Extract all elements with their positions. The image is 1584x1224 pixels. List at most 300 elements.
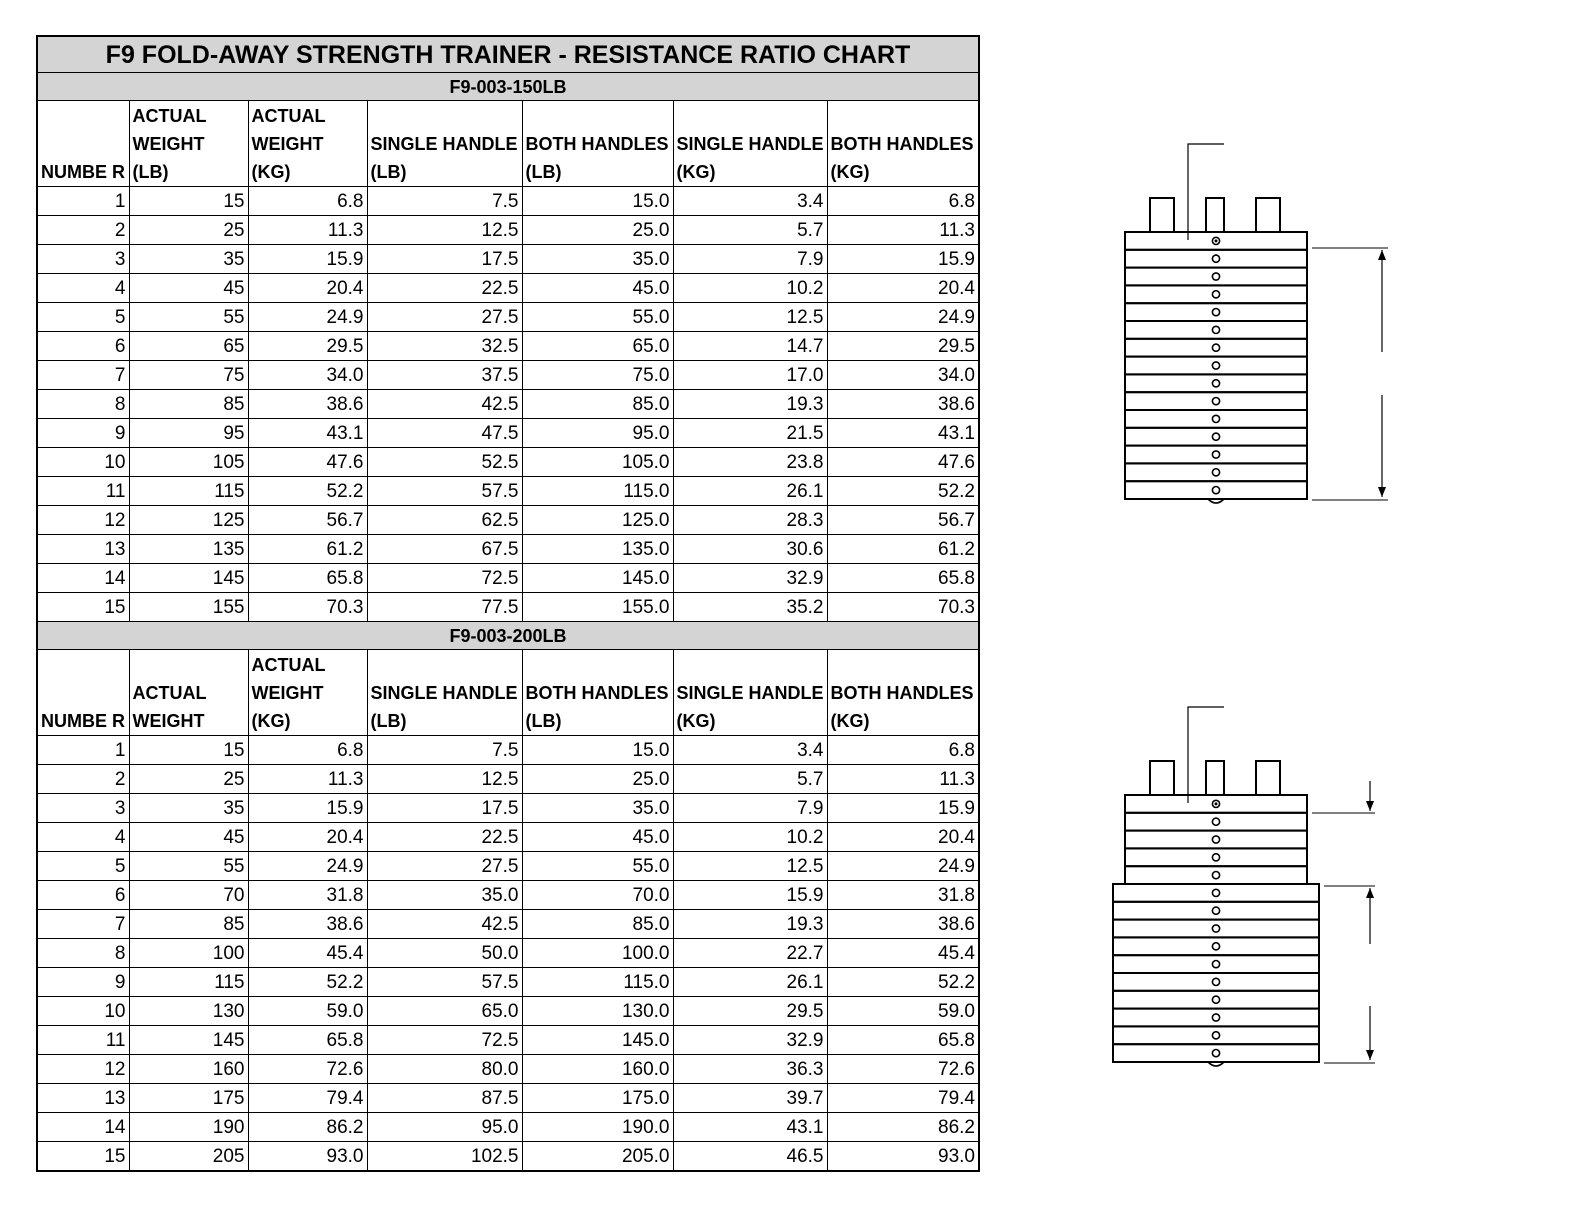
guide-rod: [1206, 198, 1224, 232]
table-cell: 85: [129, 910, 248, 939]
pin-hole: [1212, 889, 1219, 896]
table-cell: 42.5: [367, 910, 522, 939]
model-row: [37, 622, 979, 650]
table-cell: 5: [37, 303, 129, 332]
pin-hole: [1212, 326, 1219, 333]
table-cell: 70.0: [522, 881, 673, 910]
table-cell: 15: [129, 736, 248, 765]
table-cell: 47.6: [248, 448, 367, 477]
table-cell: 38.6: [248, 910, 367, 939]
table-cell: 125.0: [522, 506, 673, 535]
table-cell: 38.6: [827, 910, 979, 939]
table-cell: 57.5: [367, 477, 522, 506]
table-cell: 87.5: [367, 1084, 522, 1113]
table-cell: 130.0: [522, 997, 673, 1026]
table-cell: 26.1: [673, 477, 827, 506]
guide-rod: [1150, 198, 1174, 232]
table-cell: 130: [129, 997, 248, 1026]
table-cell: 95: [129, 419, 248, 448]
table-cell: 11.3: [248, 765, 367, 794]
table-cell: 3.4: [673, 187, 827, 216]
table-cell: 67.5: [367, 535, 522, 564]
table-cell: 55: [129, 852, 248, 881]
table-cell: 2: [37, 765, 129, 794]
table-cell: 6.8: [827, 187, 979, 216]
table-cell: 145: [129, 1026, 248, 1055]
column-header: SINGLE HANDLE (LB): [367, 101, 522, 187]
table-cell: 190: [129, 1113, 248, 1142]
table-cell: 50.0: [367, 939, 522, 968]
chart-title: F9 FOLD-AWAY STRENGTH TRAINER - RESISTANCE RATIO CHART: [37, 36, 979, 73]
table-row: [37, 274, 979, 303]
table-cell: 20.4: [248, 274, 367, 303]
table-cell: 85: [129, 390, 248, 419]
table-cell: 86.2: [827, 1113, 979, 1142]
table-cell: 55: [129, 303, 248, 332]
table-cell: 56.7: [248, 506, 367, 535]
table-cell: 26.1: [673, 968, 827, 997]
table-cell: 70: [129, 881, 248, 910]
table-row: [37, 477, 979, 506]
table-cell: 10.2: [673, 823, 827, 852]
table-cell: 55.0: [522, 303, 673, 332]
guide-rod: [1150, 761, 1174, 795]
table-cell: 52.2: [248, 477, 367, 506]
table-row: [37, 794, 979, 823]
table-cell: 80.0: [367, 1055, 522, 1084]
table-row: [37, 736, 979, 765]
table-cell: 13: [37, 535, 129, 564]
table-cell: 65.8: [827, 564, 979, 593]
table-cell: 43.1: [827, 419, 979, 448]
table-cell: 24.9: [827, 303, 979, 332]
table-cell: 9: [37, 419, 129, 448]
table-cell: 12.5: [673, 303, 827, 332]
pin-hole: [1212, 836, 1219, 843]
table-cell: 24.9: [827, 852, 979, 881]
table-cell: 17.5: [367, 245, 522, 274]
table-cell: 15.9: [248, 794, 367, 823]
table-cell: 85.0: [522, 910, 673, 939]
table-cell: 15: [129, 187, 248, 216]
table-cell: 72.6: [248, 1055, 367, 1084]
weight-stack-200lb-diagram: [1100, 703, 1420, 1083]
table-cell: 38.6: [827, 390, 979, 419]
table-cell: 45.4: [827, 939, 979, 968]
pin-hole: [1212, 433, 1219, 440]
table-cell: 205.0: [522, 1142, 673, 1172]
pin-hole: [1212, 961, 1219, 968]
table-cell: 7: [37, 361, 129, 390]
pin-hole: [1212, 818, 1219, 825]
table-cell: 8: [37, 390, 129, 419]
pin-hole: [1212, 309, 1219, 316]
column-header: SINGLE HANDLE (KG): [673, 101, 827, 187]
table-cell: 7.5: [367, 187, 522, 216]
column-header-row: [37, 101, 979, 187]
pin-hole: [1212, 978, 1219, 985]
table-row: [37, 1142, 979, 1172]
selector-pin-dot: [1215, 239, 1218, 242]
dimension-arrowhead: [1378, 250, 1386, 260]
table-cell: 9: [37, 968, 129, 997]
model-name: F9-003-150LB: [37, 73, 979, 101]
table-cell: 205: [129, 1142, 248, 1172]
column-header: BOTH HANDLES (KG): [827, 650, 979, 736]
table-cell: 75.0: [522, 361, 673, 390]
table-row: [37, 881, 979, 910]
table-cell: 15.9: [248, 245, 367, 274]
column-header: NUMBE R: [37, 650, 129, 736]
table-cell: 8: [37, 939, 129, 968]
pin-hole: [1212, 1050, 1219, 1057]
table-row: [37, 1026, 979, 1055]
table-row: [37, 535, 979, 564]
table-cell: 52.2: [248, 968, 367, 997]
table-row: [37, 1113, 979, 1142]
table-cell: 20.4: [827, 823, 979, 852]
table-cell: 35.2: [673, 593, 827, 622]
table-cell: 31.8: [248, 881, 367, 910]
table-cell: 160: [129, 1055, 248, 1084]
table-row: [37, 448, 979, 477]
table-cell: 6.8: [827, 736, 979, 765]
table-cell: 15: [37, 593, 129, 622]
selector-pin-dot: [1215, 802, 1218, 805]
table-cell: 12: [37, 506, 129, 535]
pin-hole: [1212, 854, 1219, 861]
table-cell: 57.5: [367, 968, 522, 997]
table-cell: 72.5: [367, 1026, 522, 1055]
table-cell: 12.5: [367, 765, 522, 794]
table-cell: 6: [37, 332, 129, 361]
table-cell: 22.5: [367, 823, 522, 852]
table-cell: 145: [129, 564, 248, 593]
table-cell: 24.9: [248, 303, 367, 332]
table-cell: 32.5: [367, 332, 522, 361]
table-cell: 85.0: [522, 390, 673, 419]
table-row: [37, 361, 979, 390]
table-cell: 115.0: [522, 477, 673, 506]
table-cell: 11.3: [827, 765, 979, 794]
table-row: [37, 1084, 979, 1113]
table-cell: 5: [37, 852, 129, 881]
table-cell: 145.0: [522, 1026, 673, 1055]
column-header: ACTUAL WEIGHT: [129, 650, 248, 736]
table-cell: 175: [129, 1084, 248, 1113]
pin-hole: [1212, 398, 1219, 405]
table-cell: 93.0: [827, 1142, 979, 1172]
table-cell: 105: [129, 448, 248, 477]
table-cell: 36.3: [673, 1055, 827, 1084]
table-cell: 25: [129, 216, 248, 245]
table-cell: 62.5: [367, 506, 522, 535]
table-row: [37, 823, 979, 852]
table-cell: 46.5: [673, 1142, 827, 1172]
table-cell: 37.5: [367, 361, 522, 390]
table-cell: 25.0: [522, 216, 673, 245]
table-cell: 100: [129, 939, 248, 968]
table-cell: 29.5: [673, 997, 827, 1026]
table-cell: 20.4: [827, 274, 979, 303]
table-cell: 175.0: [522, 1084, 673, 1113]
table-cell: 20.4: [248, 823, 367, 852]
table-cell: 27.5: [367, 303, 522, 332]
table-row: [37, 390, 979, 419]
table-cell: 17.5: [367, 794, 522, 823]
table-cell: 22.5: [367, 274, 522, 303]
pin-hole: [1212, 415, 1219, 422]
table-cell: 72.5: [367, 564, 522, 593]
column-header-row: [37, 650, 979, 736]
table-cell: 15.9: [827, 794, 979, 823]
guide-rod: [1206, 761, 1224, 795]
table-cell: 56.7: [827, 506, 979, 535]
table-cell: 95.0: [367, 1113, 522, 1142]
table-cell: 4: [37, 274, 129, 303]
resistance-ratio-table: [36, 35, 980, 1172]
table-cell: 11.3: [827, 216, 979, 245]
pin-hole: [1212, 255, 1219, 262]
table-cell: 155.0: [522, 593, 673, 622]
table-cell: 35.0: [522, 794, 673, 823]
table-row: [37, 939, 979, 968]
column-header: BOTH HANDLES (LB): [522, 101, 673, 187]
table-cell: 55.0: [522, 852, 673, 881]
table-cell: 38.6: [248, 390, 367, 419]
table-cell: 52.2: [827, 477, 979, 506]
table-cell: 75: [129, 361, 248, 390]
pin-hole: [1212, 1032, 1219, 1039]
table-cell: 32.9: [673, 564, 827, 593]
table-cell: 31.8: [827, 881, 979, 910]
table-cell: 7.9: [673, 245, 827, 274]
table-cell: 5.7: [673, 765, 827, 794]
table-cell: 115: [129, 477, 248, 506]
column-header: BOTH HANDLES (KG): [827, 101, 979, 187]
table-cell: 93.0: [248, 1142, 367, 1172]
table-cell: 12: [37, 1055, 129, 1084]
pin-hole: [1212, 907, 1219, 914]
table-cell: 19.3: [673, 390, 827, 419]
model-row: [37, 73, 979, 101]
pin-hole: [1212, 943, 1219, 950]
table-cell: 65.8: [248, 1026, 367, 1055]
table-row: [37, 187, 979, 216]
table-cell: 21.5: [673, 419, 827, 448]
table-cell: 15.0: [522, 736, 673, 765]
table-cell: 72.6: [827, 1055, 979, 1084]
table-cell: 24.9: [248, 852, 367, 881]
table-cell: 45.4: [248, 939, 367, 968]
table-cell: 65: [129, 332, 248, 361]
table-cell: 4: [37, 823, 129, 852]
table-cell: 14.7: [673, 332, 827, 361]
table-cell: 155: [129, 593, 248, 622]
table-row: [37, 506, 979, 535]
table-cell: 22.7: [673, 939, 827, 968]
table-cell: 70.3: [827, 593, 979, 622]
pin-hole: [1212, 487, 1219, 494]
table-cell: 17.0: [673, 361, 827, 390]
table-cell: 1: [37, 736, 129, 765]
pin-hole: [1212, 451, 1219, 458]
pin-hole: [1212, 925, 1219, 932]
dimension-arrowhead: [1378, 487, 1386, 497]
table-cell: 35.0: [522, 245, 673, 274]
table-cell: 35: [129, 794, 248, 823]
table-cell: 7.9: [673, 794, 827, 823]
table-cell: 79.4: [827, 1084, 979, 1113]
table-row: [37, 593, 979, 622]
table-cell: 11.3: [248, 216, 367, 245]
table-cell: 190.0: [522, 1113, 673, 1142]
table-cell: 14: [37, 564, 129, 593]
table-cell: 15.9: [673, 881, 827, 910]
table-cell: 100.0: [522, 939, 673, 968]
table-cell: 23.8: [673, 448, 827, 477]
table-cell: 28.3: [673, 506, 827, 535]
table-cell: 125: [129, 506, 248, 535]
table-cell: 45: [129, 823, 248, 852]
guide-rod: [1256, 198, 1280, 232]
table-row: [37, 1055, 979, 1084]
table-cell: 15: [37, 1142, 129, 1172]
table-cell: 115.0: [522, 968, 673, 997]
table-row: [37, 997, 979, 1026]
table-cell: 12.5: [367, 216, 522, 245]
column-header: BOTH HANDLES (LB): [522, 650, 673, 736]
table-cell: 135.0: [522, 535, 673, 564]
table-cell: 10: [37, 997, 129, 1026]
table-row: [37, 245, 979, 274]
pin-hole: [1212, 362, 1219, 369]
table-cell: 65.0: [367, 997, 522, 1026]
table-cell: 79.4: [248, 1084, 367, 1113]
table-cell: 29.5: [827, 332, 979, 361]
column-header: ACTUAL WEIGHT (KG): [248, 101, 367, 187]
table-cell: 105.0: [522, 448, 673, 477]
pin-hole: [1212, 996, 1219, 1003]
table-cell: 25.0: [522, 765, 673, 794]
dimension-arrowhead: [1366, 1050, 1374, 1060]
table-cell: 160.0: [522, 1055, 673, 1084]
table-cell: 2: [37, 216, 129, 245]
pin-hole: [1212, 291, 1219, 298]
pin-hole: [1212, 380, 1219, 387]
table-cell: 29.5: [248, 332, 367, 361]
table-cell: 19.3: [673, 910, 827, 939]
column-header: NUMBE R: [37, 101, 129, 187]
table-cell: 12.5: [673, 852, 827, 881]
table-cell: 43.1: [673, 1113, 827, 1142]
table-cell: 77.5: [367, 593, 522, 622]
table-row: [37, 332, 979, 361]
table-cell: 145.0: [522, 564, 673, 593]
table-cell: 86.2: [248, 1113, 367, 1142]
table-cell: 65.0: [522, 332, 673, 361]
table-cell: 6.8: [248, 187, 367, 216]
table-cell: 3.4: [673, 736, 827, 765]
table-cell: 7.5: [367, 736, 522, 765]
table-cell: 10.2: [673, 274, 827, 303]
pin-hole: [1212, 469, 1219, 476]
table-cell: 30.6: [673, 535, 827, 564]
table-cell: 45.0: [522, 274, 673, 303]
table-cell: 6.8: [248, 736, 367, 765]
column-header: SINGLE HANDLE (KG): [673, 650, 827, 736]
table-cell: 3: [37, 794, 129, 823]
table-cell: 45.0: [522, 823, 673, 852]
dimension-arrowhead: [1366, 801, 1374, 811]
column-header: ACTUAL WEIGHT (KG): [248, 650, 367, 736]
table-cell: 14: [37, 1113, 129, 1142]
pin-hole: [1212, 872, 1219, 879]
table-row: [37, 216, 979, 245]
dimension-arrowhead: [1366, 888, 1374, 898]
table-row: [37, 968, 979, 997]
table-cell: 11: [37, 477, 129, 506]
table-cell: 32.9: [673, 1026, 827, 1055]
table-cell: 3: [37, 245, 129, 274]
pin-hole: [1212, 1014, 1219, 1021]
table-cell: 52.2: [827, 968, 979, 997]
table-cell: 34.0: [248, 361, 367, 390]
table-row: [37, 419, 979, 448]
chart-title-row: [37, 36, 979, 73]
table-cell: 15.9: [827, 245, 979, 274]
table-cell: 70.3: [248, 593, 367, 622]
column-header: SINGLE HANDLE (LB): [367, 650, 522, 736]
table-cell: 1: [37, 187, 129, 216]
table-cell: 47.6: [827, 448, 979, 477]
table-cell: 61.2: [827, 535, 979, 564]
weight-stack-150lb-diagram: [1100, 140, 1420, 520]
table-cell: 34.0: [827, 361, 979, 390]
table-cell: 11: [37, 1026, 129, 1055]
table-cell: 35.0: [367, 881, 522, 910]
table-cell: 6: [37, 881, 129, 910]
table-cell: 135: [129, 535, 248, 564]
table-cell: 13: [37, 1084, 129, 1113]
table-cell: 25: [129, 765, 248, 794]
table-row: [37, 564, 979, 593]
table-cell: 52.5: [367, 448, 522, 477]
table-cell: 61.2: [248, 535, 367, 564]
table-cell: 7: [37, 910, 129, 939]
pin-hole: [1212, 273, 1219, 280]
table-cell: 59.0: [827, 997, 979, 1026]
table-cell: 115: [129, 968, 248, 997]
table-cell: 59.0: [248, 997, 367, 1026]
table-cell: 5.7: [673, 216, 827, 245]
table-row: [37, 852, 979, 881]
table-row: [37, 910, 979, 939]
table-cell: 65.8: [248, 564, 367, 593]
table-cell: 15.0: [522, 187, 673, 216]
table-row: [37, 303, 979, 332]
table-cell: 39.7: [673, 1084, 827, 1113]
pin-hole: [1212, 344, 1219, 351]
guide-rod: [1256, 761, 1280, 795]
table-cell: 47.5: [367, 419, 522, 448]
table-cell: 42.5: [367, 390, 522, 419]
table-cell: 35: [129, 245, 248, 274]
table-cell: 10: [37, 448, 129, 477]
table-cell: 27.5: [367, 852, 522, 881]
table-cell: 102.5: [367, 1142, 522, 1172]
table-cell: 65.8: [827, 1026, 979, 1055]
